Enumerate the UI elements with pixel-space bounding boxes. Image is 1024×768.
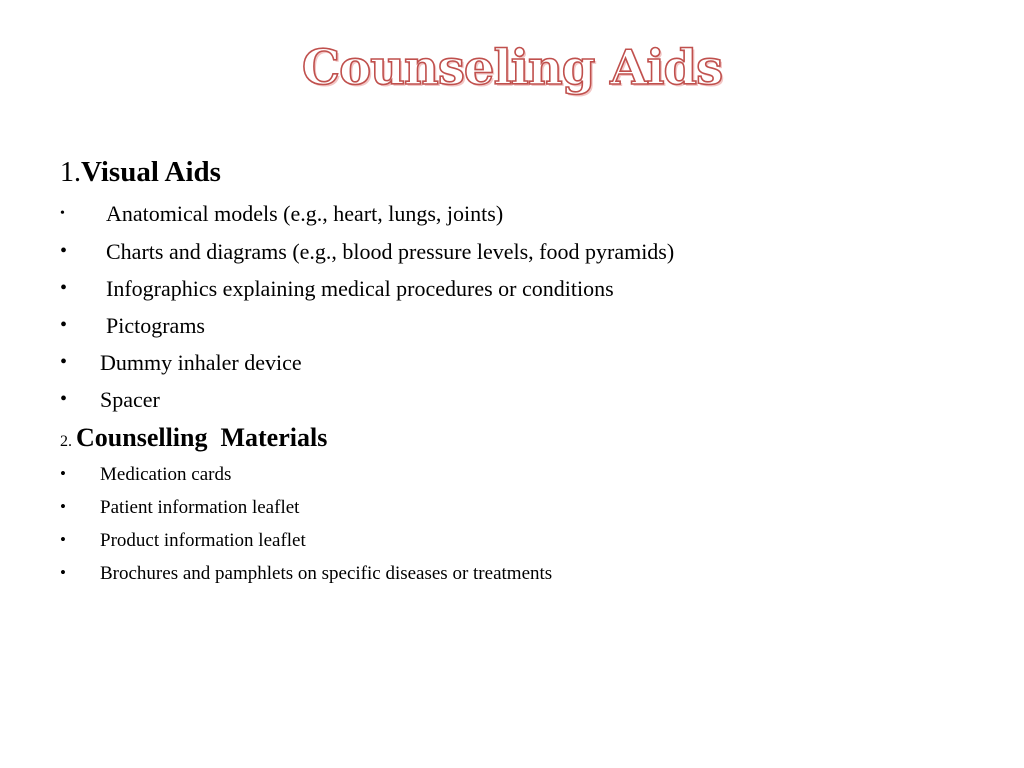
- list-item-text: Dummy inhaler device: [100, 350, 302, 375]
- section-number: 2.: [60, 433, 72, 450]
- section-number: 1.: [60, 157, 81, 188]
- list-item-text: Pictograms: [106, 313, 205, 338]
- bullet-icon: •: [60, 464, 66, 483]
- bullet-icon: •: [60, 563, 66, 582]
- list-item-text: Anatomical models (e.g., heart, lungs, joints): [106, 201, 504, 226]
- bullet-icon: •: [60, 497, 66, 516]
- bullet-icon: •: [60, 351, 68, 373]
- list-item-text: Spacer: [100, 387, 160, 412]
- list-item-text: Medication cards: [100, 464, 232, 485]
- bullet-icon: •: [60, 206, 65, 221]
- section-title: Counselling Materials: [76, 423, 328, 452]
- list-item-text: Product information leaflet: [100, 530, 306, 551]
- bullet-icon: •: [60, 314, 68, 336]
- list-item-text: Charts and diagrams (e.g., blood pressure levels, food pyramids): [106, 239, 675, 264]
- list-item-text: Brochures and pamphlets on specific diseases or treatments: [100, 563, 553, 584]
- bullet-icon: •: [60, 240, 68, 262]
- slide-title: Counseling Aids: [301, 40, 723, 96]
- bullet-icon: •: [60, 530, 66, 549]
- list-item-text: Patient information leaflet: [100, 497, 300, 518]
- section-heading-visual-aids: [60, 156, 221, 189]
- section-heading-counselling-materials: [60, 423, 327, 453]
- bullet-icon: •: [60, 277, 68, 299]
- section-title: Visual Aids: [81, 156, 221, 188]
- list-item-text: Infographics explaining medical procedures or conditions: [106, 276, 614, 301]
- bullet-icon: •: [60, 388, 68, 410]
